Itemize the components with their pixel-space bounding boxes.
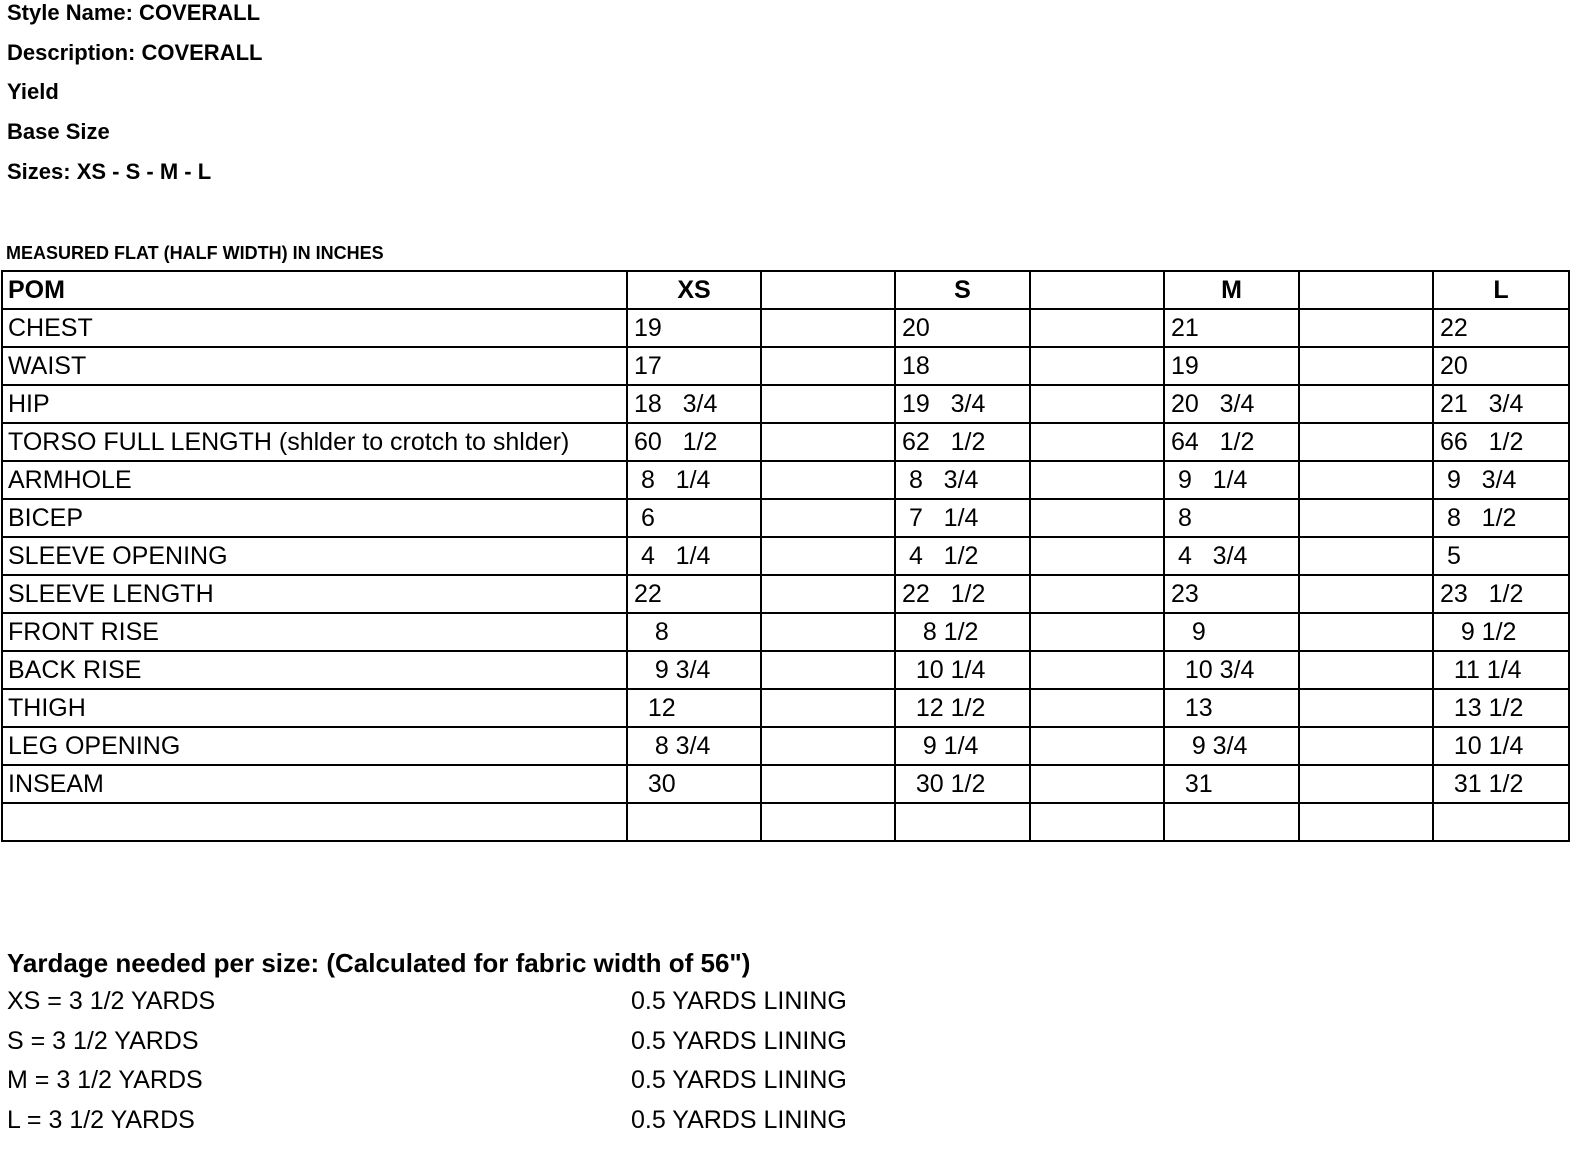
measurement-table <box>1 270 1570 842</box>
spacer-cell <box>1299 537 1433 575</box>
value-cell-s: 8 1/2 <box>895 613 1030 651</box>
sizes-label: Sizes: XS - S - M - L <box>7 159 212 184</box>
value-cell-xs: 22 <box>627 575 761 613</box>
value-cell-m: 13 <box>1164 689 1299 727</box>
value-cell-m: 9 3/4 <box>1164 727 1299 765</box>
value-cell-l: 23 1/2 <box>1433 575 1569 613</box>
size-header-xs: XS <box>627 271 761 309</box>
spacer-cell <box>1299 613 1433 651</box>
spacer-cell <box>1299 803 1433 841</box>
spacer-cell <box>761 727 895 765</box>
yield-label: Yield <box>7 79 59 104</box>
pom-cell: TORSO FULL LENGTH (shlder to crotch to shlder) <box>2 423 627 461</box>
yardage-title: Yardage needed per size: (Calculated for fabric width of 56") <box>7 948 751 978</box>
spacer-cell <box>1299 499 1433 537</box>
spacer-cell <box>761 385 895 423</box>
table-caption: MEASURED FLAT (HALF WIDTH) IN INCHES <box>6 243 384 263</box>
spacer-cell <box>1030 499 1164 537</box>
value-cell-xs: 19 <box>627 309 761 347</box>
yardage-fabric: L = 3 1/2 YARDS <box>7 1106 195 1135</box>
spacer-cell <box>761 537 895 575</box>
yardage-fabric: XS = 3 1/2 YARDS <box>7 987 216 1015</box>
spacer-cell <box>761 271 895 309</box>
table-row <box>2 461 1569 499</box>
pom-cell: HIP <box>2 385 627 423</box>
spacer-cell <box>1299 309 1433 347</box>
value-cell-l: 31 1/2 <box>1433 765 1569 803</box>
table-row <box>2 727 1569 765</box>
spacer-cell <box>761 651 895 689</box>
spacer-cell <box>1030 423 1164 461</box>
pom-cell: WAIST <box>2 347 627 385</box>
spacer-cell <box>1030 651 1164 689</box>
yardage-lining: 0.5 YARDS LINING <box>631 1026 847 1055</box>
value-cell-s: 12 1/2 <box>895 689 1030 727</box>
table-row <box>2 689 1569 727</box>
base-size-label: Base Size <box>7 119 110 144</box>
value-cell-xs: 8 <box>627 613 761 651</box>
value-cell-m: 19 <box>1164 347 1299 385</box>
value-cell-m: 8 <box>1164 499 1299 537</box>
value-cell-s <box>895 803 1030 841</box>
value-cell-xs: 18 3/4 <box>627 385 761 423</box>
pom-cell: ARMHOLE <box>2 461 627 499</box>
table-row <box>2 423 1569 461</box>
value-cell-m: 10 3/4 <box>1164 651 1299 689</box>
value-cell-m: 31 <box>1164 765 1299 803</box>
table-row <box>2 613 1569 651</box>
value-cell-xs: 30 <box>627 765 761 803</box>
value-cell-l: 8 1/2 <box>1433 499 1569 537</box>
value-cell-xs: 60 1/2 <box>627 423 761 461</box>
spacer-cell <box>1030 309 1164 347</box>
spacer-cell <box>1299 727 1433 765</box>
spacer-cell <box>761 499 895 537</box>
size-header-s: S <box>895 271 1030 309</box>
spacer-cell <box>1030 803 1164 841</box>
value-cell-l: 20 <box>1433 347 1569 385</box>
table-row <box>2 347 1569 385</box>
value-cell-xs: 9 3/4 <box>627 651 761 689</box>
pom-cell: INSEAM <box>2 765 627 803</box>
table-row <box>2 537 1569 575</box>
table-row <box>2 499 1569 537</box>
value-cell-xs: 6 <box>627 499 761 537</box>
style-name: Style Name: COVERALL <box>7 0 261 25</box>
spacer-cell <box>761 347 895 385</box>
table-row <box>2 803 1569 841</box>
spacer-cell <box>1030 385 1164 423</box>
value-cell-l: 5 <box>1433 537 1569 575</box>
value-cell-xs: 8 1/4 <box>627 461 761 499</box>
spacer-cell <box>1299 461 1433 499</box>
pom-header: POM <box>2 271 627 309</box>
pom-cell: FRONT RISE <box>2 613 627 651</box>
value-cell-xs: 4 1/4 <box>627 537 761 575</box>
value-cell-l: 13 1/2 <box>1433 689 1569 727</box>
value-cell-m <box>1164 803 1299 841</box>
value-cell-l: 66 1/2 <box>1433 423 1569 461</box>
pom-cell: CHEST <box>2 309 627 347</box>
yardage-lining: 0.5 YARDS LINING <box>631 1066 847 1095</box>
spacer-cell <box>1299 651 1433 689</box>
value-cell-m: 20 3/4 <box>1164 385 1299 423</box>
value-cell-l: 9 3/4 <box>1433 461 1569 499</box>
table-row <box>2 651 1569 689</box>
spacer-cell <box>1299 271 1433 309</box>
spacer-cell <box>1299 575 1433 613</box>
value-cell-m: 64 1/2 <box>1164 423 1299 461</box>
spacer-cell <box>1030 689 1164 727</box>
yardage-fabric: S = 3 1/2 YARDS <box>7 1026 199 1055</box>
spacer-cell <box>1299 765 1433 803</box>
value-cell-l: 21 3/4 <box>1433 385 1569 423</box>
spacer-cell <box>761 613 895 651</box>
value-cell-m: 21 <box>1164 309 1299 347</box>
table-row <box>2 385 1569 423</box>
pom-cell: SLEEVE LENGTH <box>2 575 627 613</box>
value-cell-xs <box>627 803 761 841</box>
pom-cell: LEG OPENING <box>2 727 627 765</box>
table-row <box>2 765 1569 803</box>
yardage-fabric: M = 3 1/2 YARDS <box>7 1066 203 1095</box>
value-cell-s: 18 <box>895 347 1030 385</box>
value-cell-m: 23 <box>1164 575 1299 613</box>
spacer-cell <box>1299 347 1433 385</box>
description: Description: COVERALL <box>7 40 263 65</box>
value-cell-s: 30 1/2 <box>895 765 1030 803</box>
value-cell-s: 19 3/4 <box>895 385 1030 423</box>
spacer-cell <box>761 575 895 613</box>
spacer-cell <box>1030 765 1164 803</box>
value-cell-xs: 12 <box>627 689 761 727</box>
spacer-cell <box>761 309 895 347</box>
pom-cell: SLEEVE OPENING <box>2 537 627 575</box>
spacer-cell <box>761 461 895 499</box>
value-cell-xs: 17 <box>627 347 761 385</box>
spacer-cell <box>1030 461 1164 499</box>
spacer-cell <box>1030 347 1164 385</box>
value-cell-s: 10 1/4 <box>895 651 1030 689</box>
spacer-cell <box>1299 689 1433 727</box>
pom-cell: THIGH <box>2 689 627 727</box>
size-header-l: L <box>1433 271 1569 309</box>
table-row <box>2 309 1569 347</box>
value-cell-s: 22 1/2 <box>895 575 1030 613</box>
value-cell-s: 9 1/4 <box>895 727 1030 765</box>
spacer-cell <box>761 765 895 803</box>
spacer-cell <box>1030 271 1164 309</box>
value-cell-s: 4 1/2 <box>895 537 1030 575</box>
table-row <box>2 575 1569 613</box>
spacer-cell <box>1030 613 1164 651</box>
spacer-cell <box>761 689 895 727</box>
value-cell-l: 9 1/2 <box>1433 613 1569 651</box>
yardage-lining: 0.5 YARDS LINING <box>631 1106 847 1135</box>
pom-cell: BACK RISE <box>2 651 627 689</box>
size-header-m: M <box>1164 271 1299 309</box>
yardage-lining: 0.5 YARDS LINING <box>631 987 847 1015</box>
value-cell-l <box>1433 803 1569 841</box>
table-header-row <box>2 271 1569 309</box>
spacer-cell <box>761 423 895 461</box>
spacer-cell <box>1030 727 1164 765</box>
spacer-cell <box>1299 423 1433 461</box>
spacer-cell <box>1299 385 1433 423</box>
value-cell-m: 9 1/4 <box>1164 461 1299 499</box>
value-cell-m: 9 <box>1164 613 1299 651</box>
value-cell-s: 62 1/2 <box>895 423 1030 461</box>
pom-cell <box>2 803 627 841</box>
spacer-cell <box>1030 537 1164 575</box>
value-cell-l: 11 1/4 <box>1433 651 1569 689</box>
value-cell-l: 22 <box>1433 309 1569 347</box>
pom-cell: BICEP <box>2 499 627 537</box>
value-cell-m: 4 3/4 <box>1164 537 1299 575</box>
value-cell-s: 20 <box>895 309 1030 347</box>
spacer-cell <box>1030 575 1164 613</box>
spacer-cell <box>761 803 895 841</box>
value-cell-s: 8 3/4 <box>895 461 1030 499</box>
value-cell-s: 7 1/4 <box>895 499 1030 537</box>
value-cell-l: 10 1/4 <box>1433 727 1569 765</box>
value-cell-xs: 8 3/4 <box>627 727 761 765</box>
